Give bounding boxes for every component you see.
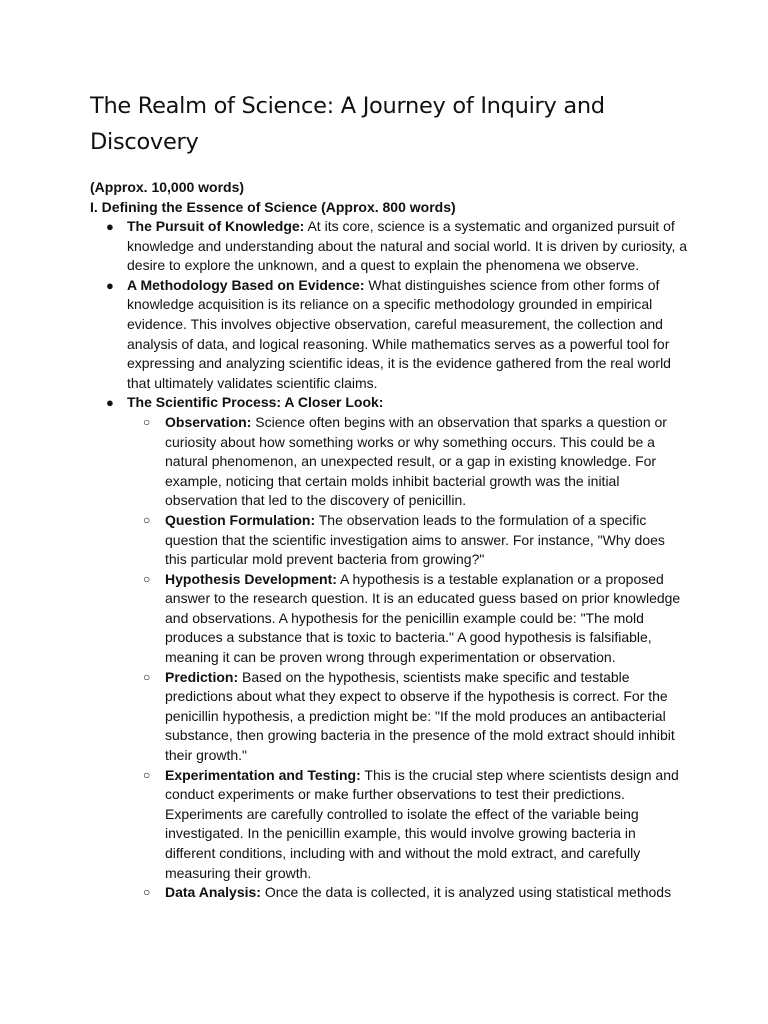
sub-item-experimentation — [127, 766, 690, 884]
sub-item-text: Based on the hypothesis, scientists make specific and testable predictions about what they expect to observe if the hypothesis is correct. For the penicillin hypothesis, a prediction might be: "If the mold produces an antibacterial substance, then growing bacteria in the presence of the mold extract should inhibit their growth." — [165, 668, 675, 764]
sub-item-text: Once the data is collected, it is analyzed using statistical methods — [260, 884, 672, 901]
sub-item-term: Data Analysis: — [165, 884, 261, 901]
document-title: The Realm of Science: A Journey of Inquiry and Discovery — [90, 93, 605, 155]
hollow-bullet-icon: ○ — [143, 767, 151, 782]
sub-item-term: Question Formulation: — [165, 511, 316, 528]
list-item-scientific-process — [90, 393, 690, 902]
sub-item-term: Experimentation and Testing: — [165, 766, 361, 783]
hollow-bullet-icon: ○ — [143, 512, 151, 527]
bullet-icon: ● — [106, 277, 114, 293]
sub-item-prediction — [127, 668, 690, 766]
sub-item-text: Science often begins with an observation that sparks a question or curiosity about how something works or why something occurs. This could be a natural phenomenon, an unexpected result, or a gap in existing knowledge. For example, noticing that certain molds inhibit bacterial growth was the initial observation that led to the discovery of penicillin. — [165, 413, 667, 509]
hollow-bullet-icon: ○ — [143, 669, 151, 684]
item-term: A Methodology Based on Evidence: — [127, 276, 365, 293]
sub-item-question-formulation — [127, 511, 690, 570]
sub-item-term: Prediction: — [165, 668, 239, 685]
sub-item-text: This is the crucial step where scientists design and conduct experiments or make further observations to test their predictions. Experiments are carefully controlled to isolate the effect of the variable being investigated. In the penicillin example, this would involve growing bacteria in different conditions, including with and without the mold extract, and carefully measuring their growth. — [165, 766, 679, 881]
sub-bullet-list — [127, 413, 690, 903]
hollow-bullet-icon: ○ — [143, 885, 151, 900]
bullet-icon: ● — [106, 219, 114, 234]
word-count-note: (Approx. 10,000 words) — [90, 179, 245, 195]
document-page — [90, 88, 690, 903]
item-text: At its core, science is a systematic and organized pursuit of knowledge and understanding about the natural and social world. It is driven by curiosity, a desire to explore the unknown, and a quest to explain the phenomena we observe. — [127, 218, 688, 274]
bullet-icon: ● — [106, 395, 114, 411]
sub-item-term: Hypothesis Development: — [165, 570, 337, 587]
sub-item-text: A hypothesis is a testable explanation or a proposed answer to the research question. It is an educated guess based on prior knowledge and observations. A hypothesis for the penicillin example could be: "The mold produces a substance that is toxic to bacteria." A good hypothesis is falsifiable, meaning it can be proven wrong through experimentation or observation. — [165, 570, 681, 666]
sub-item-text: The observation leads to the formulation of a specific question that the scientific investigation aims to answer. For instance, "Why does this particular mold prevent bacteria from growing?" — [165, 511, 665, 568]
main-bullet-list — [90, 217, 690, 903]
item-term: The Scientific Process: A Closer Look: — [127, 394, 384, 411]
sub-item-observation — [127, 413, 690, 511]
list-item-pursuit-of-knowledge — [90, 217, 690, 276]
list-item-methodology — [90, 276, 690, 394]
section-heading: I. Defining the Essence of Science (Approx. 800 words) — [90, 198, 456, 215]
item-text: What distinguishes science from other forms of knowledge acquisition is its reliance on a specific methodology grounded in empirical evidence. This involves objective observation, careful measurement, the collection and analysis of data, and logical reasoning. While mathematics serves as a powerful tool for expressing and analyzing scientific ideas, it is the evidence gathered from the real world that ultimately validates scientific claims. — [127, 276, 671, 391]
hollow-bullet-icon: ○ — [143, 414, 151, 429]
sub-item-term: Observation: — [165, 413, 252, 430]
item-term: The Pursuit of Knowledge: — [127, 218, 305, 234]
sub-item-data-analysis — [127, 883, 690, 903]
sub-item-hypothesis-development — [127, 570, 690, 668]
hollow-bullet-icon: ○ — [143, 571, 151, 586]
